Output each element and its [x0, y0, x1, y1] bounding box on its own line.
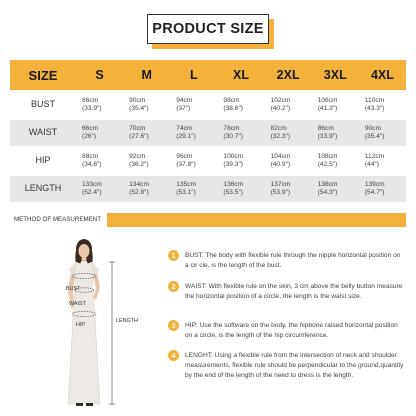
cm-value: 70cm — [129, 124, 146, 132]
inch-value: (29.1″) — [176, 133, 196, 140]
size-cell — [217, 148, 264, 174]
cm-value: 86cm — [317, 124, 334, 132]
cm-value: 110cm — [364, 96, 385, 104]
size-header-row — [10, 60, 406, 90]
size-cell — [76, 92, 123, 118]
cm-value: 134cm — [129, 180, 149, 188]
inch-value: (33.9″) — [317, 133, 338, 140]
inch-value: (54.7″) — [364, 189, 385, 196]
cm-value: 136cm — [223, 180, 244, 188]
step-text: WAIST: With flexible rule on the skin, 3 cm above the belly button measure the horizontal position of a circle, the length is the waist size. — [185, 283, 403, 301]
inch-value: (27.6″) — [129, 133, 149, 140]
cm-value: 102cm — [270, 96, 291, 104]
size-table — [10, 58, 406, 204]
size-row-waist — [10, 120, 406, 146]
inch-value: (30.7″) — [223, 133, 243, 140]
inch-value: (26″) — [82, 133, 97, 140]
size-cell — [312, 148, 359, 174]
inch-value: (32.3″) — [270, 133, 291, 140]
inch-value: (53.5″) — [223, 189, 243, 196]
size-cell — [265, 120, 312, 146]
cm-value: 78cm — [223, 124, 240, 132]
size-cell — [217, 120, 264, 146]
size-cell — [123, 92, 170, 118]
inch-value: (40.2″) — [270, 105, 291, 112]
cm-value: 96cm — [176, 152, 193, 160]
row-label: LENGTH — [10, 176, 76, 202]
inch-value: (33.9″) — [82, 105, 102, 112]
size-row-bust — [10, 92, 406, 118]
cm-value: 133cm — [82, 180, 102, 188]
size-header-2xl: 2XL — [265, 60, 312, 90]
bust-label: BUST — [66, 286, 81, 292]
inch-value: (35.4″) — [364, 133, 385, 140]
cm-value: 90cm — [129, 96, 146, 104]
size-cell — [265, 92, 312, 118]
cm-value: 90cm — [364, 124, 381, 132]
size-cell — [170, 176, 217, 202]
size-cell — [312, 176, 359, 202]
inch-value: (52.4″) — [82, 189, 102, 196]
step-text: HIP: Use the software on the body, the hipbone raised horizontal position on a circle, is the length of the hip circumference. — [185, 322, 398, 340]
inch-value: (34.6″) — [82, 161, 102, 168]
inch-value: (53.1″) — [176, 189, 196, 196]
inch-value: (52.8″) — [129, 189, 149, 196]
page-title: PRODUCT SIZE — [147, 14, 269, 44]
size-cell — [123, 120, 170, 146]
waist-label: WAIST — [69, 301, 86, 307]
cm-value: 108cm — [317, 152, 338, 160]
size-header-m: M — [123, 60, 170, 90]
cm-value: 74cm — [176, 124, 193, 132]
size-cell — [312, 120, 359, 146]
row-label: BUST — [10, 92, 76, 118]
cm-value: 139cm — [364, 180, 385, 188]
inch-value: (39.3″) — [223, 161, 243, 168]
inch-value: (36.2″) — [129, 161, 149, 168]
step-number-badge: 1 — [168, 250, 179, 261]
cm-value: 104cm — [270, 152, 291, 160]
cm-value: 98cm — [223, 96, 240, 104]
inch-value: (43.3″) — [364, 105, 385, 112]
size-cell — [123, 176, 170, 202]
step-text: BUST: The body with flexible rule through the nipple horizontal position on a cir cle, is the length of the bust. — [185, 252, 401, 270]
size-cell — [123, 148, 170, 174]
size-cell — [76, 176, 123, 202]
row-label: HIP — [10, 148, 76, 174]
cm-value: 106cm — [317, 96, 338, 104]
size-cell — [265, 176, 312, 202]
method-heading: METHOD OF MEASUREMENT — [10, 213, 107, 227]
size-cell — [170, 92, 217, 118]
cm-value: 135cm — [176, 180, 197, 188]
inch-value: (35.4″) — [129, 105, 149, 112]
measurement-figure — [40, 238, 150, 414]
inch-value: (37″) — [176, 105, 191, 112]
title-area — [0, 14, 416, 48]
inch-value: (54.3″) — [317, 189, 338, 196]
size-cell — [170, 148, 217, 174]
size-header-3xl: 3XL — [312, 60, 359, 90]
size-cell — [312, 92, 359, 118]
cm-value: 66cm — [82, 124, 99, 132]
size-cell — [265, 148, 312, 174]
size-header-label: SIZE — [10, 60, 76, 90]
size-row-length — [10, 176, 406, 202]
step-number-badge: 3 — [168, 320, 179, 331]
length-label: LENGTH — [116, 318, 138, 324]
cm-value: 137cm — [270, 180, 291, 188]
cm-value: 100cm — [223, 152, 244, 160]
inch-value: (40.9″) — [270, 161, 291, 168]
inch-value: (41.3″) — [317, 105, 338, 112]
size-cell — [170, 120, 217, 146]
cm-value: 88cm — [82, 152, 99, 160]
inch-value: (53.9″) — [270, 189, 291, 196]
inch-value: (44″) — [364, 161, 379, 168]
size-cell — [76, 148, 123, 174]
cm-value: 82cm — [270, 124, 287, 132]
size-cell — [359, 92, 406, 118]
dress-model-illustration — [40, 238, 150, 414]
cm-value: 86cm — [82, 96, 99, 104]
row-label: WAIST — [10, 120, 76, 146]
hip-label: HIP — [76, 322, 85, 328]
step-number-badge: 4 — [168, 350, 179, 361]
size-header-s: S — [76, 60, 123, 90]
inch-value: (38.6″) — [223, 105, 243, 112]
cm-value: 94cm — [176, 96, 193, 104]
size-cell — [359, 176, 406, 202]
inch-value: (42.5″) — [317, 161, 338, 168]
size-cell — [359, 148, 406, 174]
size-cell — [359, 120, 406, 146]
size-cell — [217, 92, 264, 118]
cm-value: 138cm — [317, 180, 338, 188]
size-header-xl: XL — [217, 60, 264, 90]
inch-value: (37.8″) — [176, 161, 196, 168]
size-header-4xl: 4XL — [359, 60, 406, 90]
size-row-hip — [10, 148, 406, 174]
step-number-badge: 2 — [168, 281, 179, 292]
size-header-l: L — [170, 60, 217, 90]
cm-value: 112cm — [364, 152, 385, 160]
size-cell — [217, 176, 264, 202]
size-cell — [76, 120, 123, 146]
cm-value: 92cm — [129, 152, 146, 160]
step-text: LENGHT: Using a flexible rule from the intersection of neck and shoulder measurements, flexible rule should be perpendicular to the ground,quantity by the end of the length of the need to dress is the length. — [185, 352, 404, 380]
